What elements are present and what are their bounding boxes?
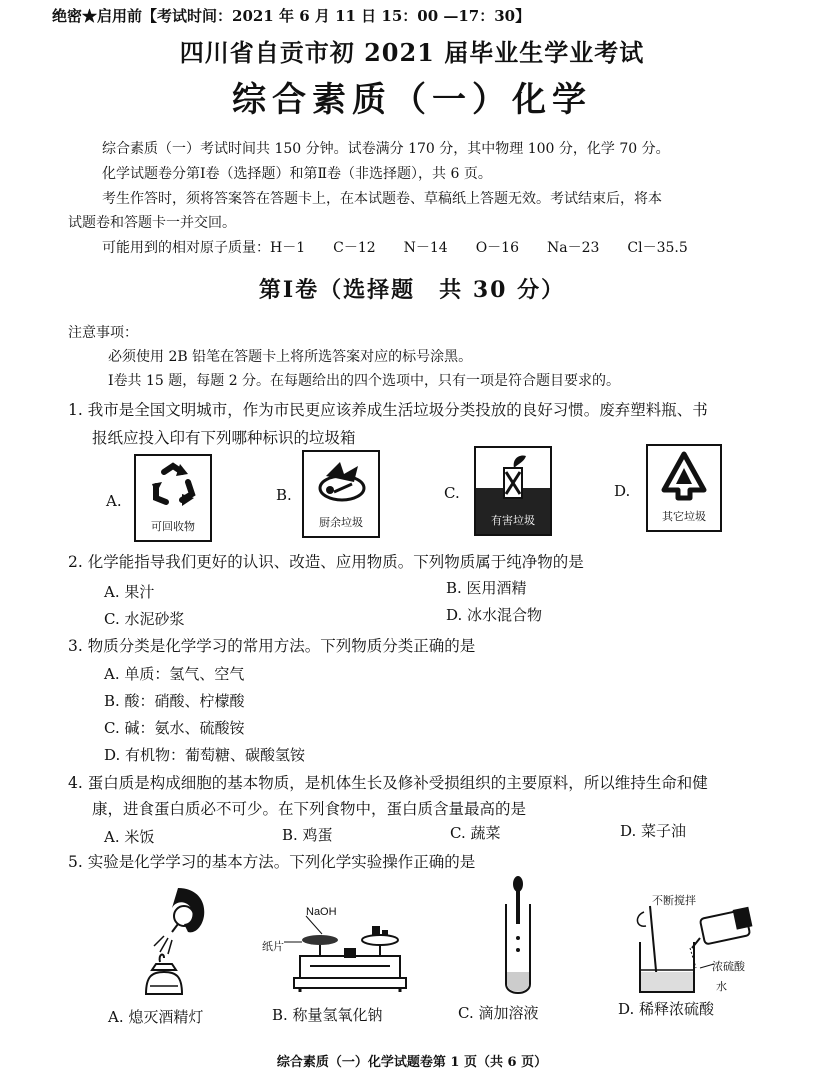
notes-heading: 注意事项： [68, 325, 138, 341]
q5-option-b: B. 称量氢氧化钠 [272, 1006, 383, 1024]
intro-line-3: 考生作答时，须将答案答在答题卡上，在本试题卷、草稿纸上答题无效。考试结束后，将本 [102, 191, 662, 207]
q1-stem-line-1: 1. 我市是全国文明城市，作为市民更应该养成生活垃圾分类投放的良好习惯。废弃塑料瓶、书 [68, 401, 708, 419]
q1-option-b-caption: 厨余垃圾 [319, 516, 363, 529]
q5-option-c: C. 滴加溶液 [458, 1004, 539, 1022]
q5-figure-d-beaker [630, 898, 760, 998]
q3-option-c: C. 碱：氨水、硫酸铵 [104, 719, 245, 737]
intro-line-4: 试题卷和答题卡一并交回。 [68, 215, 236, 231]
q5-figure-b-balance [280, 912, 420, 994]
q4-stem-line-2: 康，进食蛋白质必不可少。在下列食物中，蛋白质含量最高的是 [92, 800, 527, 818]
hazardous-icon [476, 448, 550, 504]
q5-option-a: A. 熄灭酒精灯 [108, 1008, 204, 1026]
q2-option-c: C. 水泥砂浆 [104, 610, 185, 628]
q5-figure-b-paper-label: 纸片 [262, 940, 284, 953]
q4-option-a: A. 米饭 [104, 828, 155, 846]
notes-line-2: Ⅰ卷共 15 题，每题 2 分。在每题给出的四个选项中，只有一项是符合题目要求的。 [108, 373, 621, 389]
q1-option-a-caption: 可回收物 [151, 520, 195, 533]
q1-option-a-sign [134, 454, 212, 542]
intro-line-2: 化学试题卷分第Ⅰ卷（选择题）和第Ⅱ卷（非选择题），共 6 页。 [102, 166, 492, 182]
q1-option-d-sign [646, 444, 722, 532]
q1-option-c-letter: C. [444, 484, 460, 502]
section-title: 第Ⅰ卷（选择题 共 30 分） [258, 277, 566, 303]
q2-option-a: A. 果汁 [104, 583, 155, 601]
q2-option-b: B. 医用酒精 [446, 579, 527, 597]
q3-stem: 3. 物质分类是化学学习的常用方法。下列物质分类正确的是 [68, 637, 476, 655]
q1-option-c-sign [474, 446, 552, 536]
intro-line-1: 综合素质（一）考试时间共 150 分钟。试卷满分 170 分，其中物理 100 分，化学 70 分。 [102, 141, 670, 157]
subject-title: 综合素质（一）化学 [232, 80, 592, 120]
q5-figure-d-stir-label: 不断搅拌 [652, 894, 696, 907]
q3-option-a: A. 单质：氢气、空气 [104, 665, 245, 683]
exam-time-header: 绝密★启用前【考试时间：2021 年 6 月 11 日 15：00 —17：30】 [52, 7, 531, 25]
page-footer: 综合素质（一）化学试题卷第 1 页（共 6 页） [276, 1055, 548, 1070]
q3-option-d: D. 有机物：葡萄糖、碳酸氢铵 [104, 746, 306, 764]
q4-option-b: B. 鸡蛋 [282, 826, 333, 844]
q1-option-d-caption: 其它垃圾 [662, 510, 706, 523]
other-waste-icon [648, 446, 720, 506]
q3-option-b: B. 酸：硝酸、柠檬酸 [104, 692, 245, 710]
q2-stem: 2. 化学能指导我们更好的认识、改造、应用物质。下列物质属于纯净物的是 [68, 553, 584, 571]
q5-stem: 5. 实验是化学学习的基本方法。下列化学实验操作正确的是 [68, 853, 476, 871]
q5-option-d: D. 稀释浓硫酸 [618, 1000, 715, 1018]
q1-option-b-sign [302, 450, 380, 538]
q4-option-c: C. 蔬菜 [450, 824, 501, 842]
q1-option-b-letter: B. [276, 486, 292, 504]
q4-stem-line-1: 4. 蛋白质是构成细胞的基本物质，是机体生长及修补受损组织的主要原料，所以维持生命和健 [68, 774, 708, 792]
exam-title: 四川省自贡市初 2021 届毕业生学业考试 [179, 38, 645, 67]
q1-stem-line-2: 报纸应投入印有下列哪种标识的垃圾箱 [92, 429, 356, 447]
q1-option-c-caption: 有害垃圾 [491, 514, 535, 527]
q1-option-d-letter: D. [614, 482, 631, 500]
food-waste-icon [304, 452, 378, 512]
q5-figure-d-acid-label: 浓硫酸 [712, 960, 745, 973]
q5-figure-d-water-label: 水 [716, 980, 727, 993]
q5-figure-a-alcohol-lamp [138, 882, 218, 1000]
recycle-icon [136, 456, 210, 516]
atomic-mass-line: 可能用到的相对原子质量：H－1 C－12 N－14 O－16 Na－23 Cl－35.5 [102, 240, 688, 256]
q5-figure-b-naoh-label: NaOH [306, 906, 337, 918]
q5-figure-c-dropper [498, 874, 538, 998]
notes-line-1: 必须使用 2B 铅笔在答题卡上将所选答案对应的标号涂黑。 [108, 349, 473, 365]
q2-option-d: D. 冰水混合物 [446, 606, 543, 624]
q1-option-a-letter: A. [106, 492, 122, 510]
q4-option-d: D. 菜子油 [620, 822, 687, 840]
